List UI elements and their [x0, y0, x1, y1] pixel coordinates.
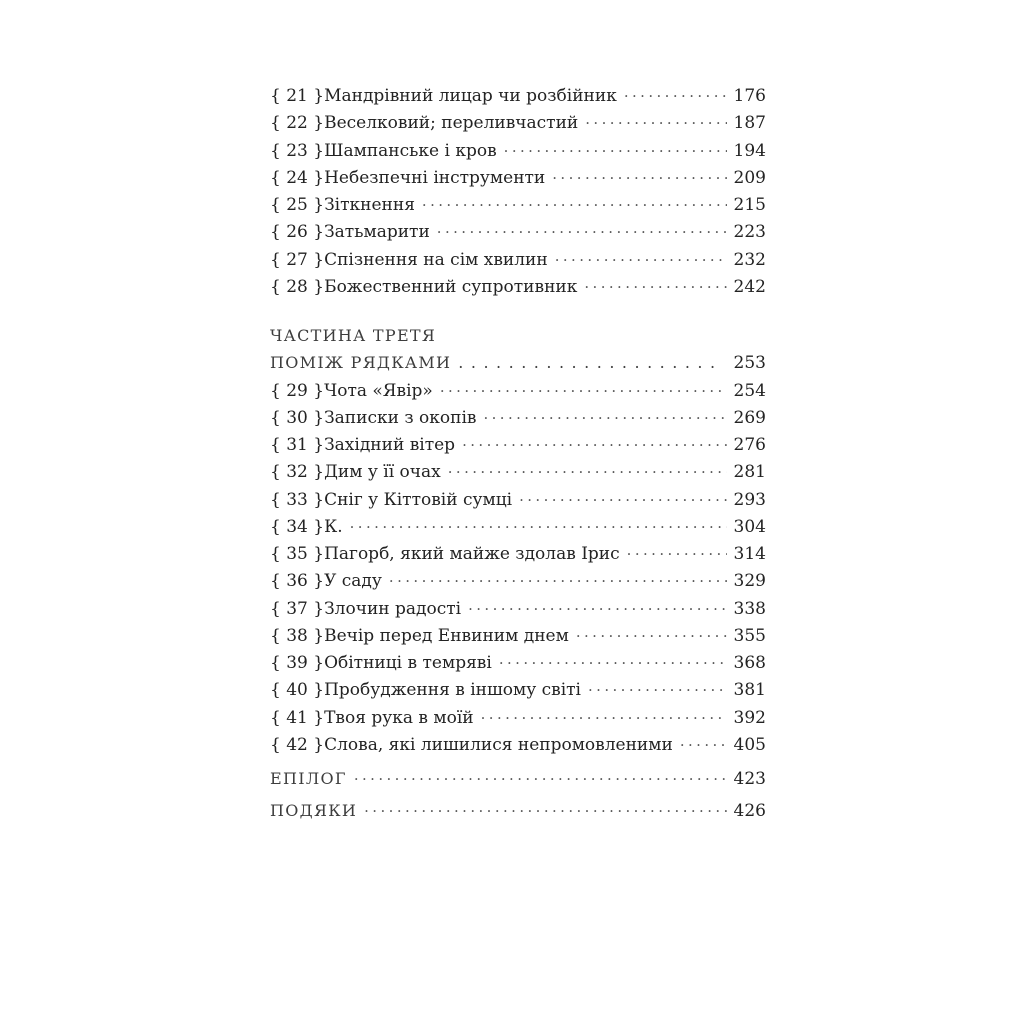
dot-leader: [519, 487, 726, 514]
page-number: 194: [733, 140, 766, 161]
toc-chapter-row: [270, 677, 766, 704]
toc-chapter-row: [270, 487, 766, 514]
chapter-number: { 32 }: [270, 462, 325, 483]
toc-chapter-row: [270, 732, 766, 759]
part-two-chapter-list: [270, 83, 766, 301]
page-number: 209: [733, 167, 766, 188]
dot-leader: [499, 650, 727, 677]
toc-chapter-row: [270, 192, 766, 219]
page-number: 254: [733, 380, 766, 401]
page-number: 392: [733, 707, 766, 728]
chapter-number: { 31 }: [270, 435, 325, 455]
dot-leader: [440, 378, 727, 405]
dot-leader: [483, 405, 726, 432]
page-number: 423: [733, 769, 766, 789]
chapter-title: Божественний супротивник: [324, 276, 578, 297]
chapter-title: Мандрівний лицар чи розбійник: [324, 86, 617, 106]
chapter-number: { 23 }: [270, 140, 325, 161]
page-number: 232: [733, 249, 766, 270]
dot-leader: [585, 110, 726, 137]
page-number: 223: [733, 222, 766, 243]
chapter-title: Чота «Явір»: [324, 380, 433, 401]
chapter-number: { 37 }: [270, 598, 325, 619]
dot-leader: [458, 349, 723, 376]
toc-backmatter-row: [270, 763, 766, 795]
toc-chapter-row: [270, 83, 766, 110]
toc-chapter-row: [270, 650, 766, 677]
chapter-title: Злочин радості: [324, 598, 462, 619]
toc-chapter-row: [270, 138, 766, 165]
table-of-contents: [270, 83, 766, 827]
chapter-number: { 21 }: [270, 86, 325, 106]
dot-leader: [364, 796, 726, 827]
page-number: 276: [733, 435, 766, 455]
chapter-title: Веселковий; переливчастий: [324, 113, 579, 134]
page-number: 215: [733, 195, 766, 215]
chapter-number: { 38 }: [270, 625, 325, 646]
chapter-title: Шампанське і кров: [324, 140, 497, 161]
chapter-title: Сніг у Кіттовій сумці: [324, 489, 513, 510]
chapter-number: { 30 }: [270, 407, 325, 428]
chapter-title: Обітниці в темряві: [324, 653, 492, 673]
page-number: 426: [733, 801, 766, 821]
dot-leader: [576, 623, 727, 650]
page-number: 368: [733, 653, 766, 673]
toc-backmatter-row: [270, 795, 766, 827]
dot-leader: [588, 677, 727, 704]
page-number: 176: [733, 86, 766, 106]
chapter-title: Пагорб, який майже здолав Ірис: [324, 544, 620, 564]
dot-leader: [552, 165, 726, 192]
dot-leader: [448, 459, 727, 486]
chapter-number: { 25 }: [270, 195, 325, 215]
chapter-title: Зіткнення: [324, 195, 415, 215]
part-three-chapter-list: [270, 378, 766, 760]
chapter-number: { 22 }: [270, 113, 325, 134]
dot-leader: [437, 219, 727, 246]
toc-chapter-row: [270, 568, 766, 595]
page-number: 329: [733, 571, 766, 592]
toc-chapter-row: [270, 623, 766, 650]
chapter-title: У саду: [324, 571, 382, 592]
page-number: 281: [733, 462, 766, 483]
dot-leader: [624, 83, 727, 110]
chapter-title: Дим у її очах: [324, 462, 441, 483]
chapter-number: { 24 }: [270, 167, 325, 188]
dot-leader: [354, 764, 727, 795]
chapter-title: Твоя рука в моїй: [324, 707, 474, 728]
chapter-title: К.: [324, 516, 343, 537]
part-three-title: ПОМІЖ РЯДКАМИ: [270, 353, 452, 373]
chapter-title: Записки з окопів: [324, 407, 477, 428]
page-number: 187: [733, 113, 766, 134]
dot-leader: [462, 432, 726, 459]
toc-chapter-row: [270, 219, 766, 246]
dot-leader: [584, 274, 726, 301]
chapter-number: { 39 }: [270, 653, 325, 673]
toc-chapter-row: [270, 378, 766, 405]
chapter-number: { 40 }: [270, 680, 325, 701]
dot-leader: [555, 247, 727, 274]
chapter-number: { 28 }: [270, 276, 325, 297]
page-number: 405: [733, 734, 766, 755]
dot-leader: [680, 732, 727, 759]
chapter-title: Західний вітер: [324, 435, 456, 455]
backmatter-title: ЕПІЛОГ: [270, 769, 347, 788]
dot-leader: [504, 138, 727, 165]
dot-leader: [422, 192, 727, 219]
page-number: 355: [733, 625, 766, 646]
dot-leader: [468, 596, 726, 623]
part-three-heading: ЧАСТИНА ТРЕТЯ: [270, 326, 437, 345]
dot-leader: [350, 514, 727, 541]
page-number: 304: [733, 516, 766, 537]
page-number: 338: [733, 598, 766, 619]
chapter-number: { 42 }: [270, 734, 325, 755]
toc-chapter-row: [270, 541, 766, 568]
toc-chapter-row: [270, 514, 766, 541]
dot-leader: [481, 705, 727, 732]
chapter-number: { 36 }: [270, 571, 325, 592]
page-number: 242: [733, 276, 766, 297]
toc-chapter-row: [270, 274, 766, 301]
dot-leader: [389, 568, 727, 595]
part-three-title-row: [270, 349, 766, 377]
chapter-number: { 35 }: [270, 544, 325, 564]
chapter-title: Спізнення на сім хвилин: [324, 249, 548, 270]
chapter-number: { 26 }: [270, 222, 325, 243]
chapter-title: Слова, які лишилися непромовленими: [324, 734, 673, 755]
page-number: 293: [733, 489, 766, 510]
chapter-number: { 33 }: [270, 489, 325, 510]
dot-leader: [627, 541, 727, 568]
back-matter-list: [270, 763, 766, 827]
chapter-title: Небезпечні інструменти: [324, 167, 546, 188]
chapter-number: { 27 }: [270, 249, 325, 270]
page-number: 253: [733, 353, 766, 374]
page-number: 269: [733, 407, 766, 428]
chapter-title: Вечір перед Енвиним днем: [324, 625, 569, 646]
page-number: 381: [733, 680, 766, 701]
toc-chapter-row: [270, 596, 766, 623]
chapter-number: { 34 }: [270, 516, 325, 537]
chapter-title: Затьмарити: [324, 222, 430, 243]
chapter-number: { 29 }: [270, 380, 325, 401]
chapter-number: { 41 }: [270, 707, 325, 728]
chapter-title: Пробудження в іншому світі: [324, 680, 581, 701]
toc-chapter-row: [270, 110, 766, 137]
toc-chapter-row: [270, 165, 766, 192]
toc-chapter-row: [270, 705, 766, 732]
toc-chapter-row: [270, 432, 766, 459]
toc-chapter-row: [270, 459, 766, 486]
backmatter-title: ПОДЯКИ: [270, 801, 358, 820]
toc-chapter-row: [270, 247, 766, 274]
part-three-heading-row: [270, 322, 766, 349]
toc-chapter-row: [270, 405, 766, 432]
page-number: 314: [733, 544, 766, 564]
